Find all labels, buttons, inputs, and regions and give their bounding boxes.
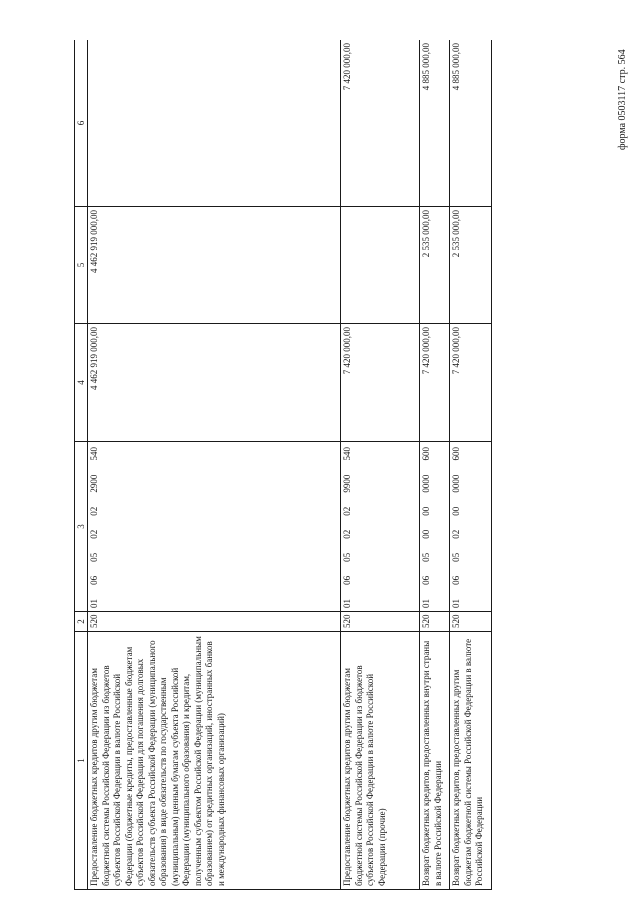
- table-row: [88, 40, 341, 890]
- code-part: 00: [421, 529, 431, 539]
- row-approved-amount: 7 420 000,00: [450, 324, 492, 442]
- row-line-code: 520: [450, 612, 492, 632]
- column-number-1: 1: [75, 632, 88, 890]
- code-part: 06: [89, 575, 99, 585]
- row-unexecuted-amount: 4 885 000,00: [450, 40, 492, 207]
- row-name: Возврат бюджетных кредитов, предоставленных внутри страны в валюте Российской Федерации: [420, 632, 450, 890]
- rotated-table-container: [74, 40, 536, 890]
- row-unexecuted-amount: 4 885 000,00: [420, 40, 450, 207]
- row-approved-amount: 4 462 919 000,00: [88, 324, 341, 442]
- code-part: 2900: [89, 474, 99, 493]
- table-row: [420, 40, 450, 890]
- code-part: 01: [451, 599, 461, 608]
- code-part: 600: [451, 447, 461, 461]
- page-content: [74, 40, 536, 890]
- row-line-code: 520: [88, 612, 341, 632]
- code-part: 02: [89, 506, 99, 516]
- row-classification-code: [420, 442, 450, 612]
- code-part: 0000: [451, 474, 461, 493]
- row-executed-amount: [341, 207, 420, 324]
- table-row: [341, 40, 420, 890]
- code-part: 0000: [421, 474, 431, 493]
- row-classification-code: [450, 442, 492, 612]
- row-approved-amount: 7 420 000,00: [420, 324, 450, 442]
- row-name: Возврат бюджетных кредитов, предоставленных другим бюджетам бюджетной системы Российской Федерации в валюте Российской Федерации: [450, 632, 492, 890]
- code-part: 00: [451, 506, 461, 516]
- code-part: 9900: [342, 474, 352, 493]
- code-part: 05: [89, 552, 99, 562]
- code-part: 540: [89, 447, 99, 461]
- code-part: 02: [342, 529, 352, 539]
- row-executed-amount: 2 535 000,00: [420, 207, 450, 324]
- report-table: [74, 40, 492, 890]
- code-part: 600: [421, 447, 431, 461]
- code-part: 02: [89, 529, 99, 539]
- code-part: 02: [451, 529, 461, 539]
- code-part: 06: [451, 575, 461, 585]
- row-executed-amount: 4 462 919 000,00: [88, 207, 341, 324]
- column-number-3: 3: [75, 442, 88, 612]
- code-part: 01: [89, 599, 99, 608]
- form-label: форма 0503117 стр. 564: [617, 49, 628, 150]
- code-part: 05: [421, 552, 431, 562]
- code-part: 02: [342, 506, 352, 516]
- row-classification-code: [341, 442, 420, 612]
- row-name: Предоставление бюджетных кредитов другим бюджетам бюджетной системы Российской Федерации из бюджетов субъектов Российской Федерации в валюте Российской Федерации (прочие): [341, 632, 420, 890]
- row-classification-code: [88, 442, 341, 612]
- column-number-4: 4: [75, 324, 88, 442]
- row-line-code: 520: [341, 612, 420, 632]
- code-part: 540: [342, 447, 352, 461]
- code-part: 05: [342, 552, 352, 562]
- code-part: 06: [342, 575, 352, 585]
- code-part: 01: [421, 599, 431, 608]
- column-number-row: [75, 40, 88, 890]
- code-part: 00: [421, 506, 431, 516]
- column-number-6: 6: [75, 40, 88, 207]
- row-line-code: 520: [420, 612, 450, 632]
- row-approved-amount: 7 420 000,00: [341, 324, 420, 442]
- row-unexecuted-amount: [88, 40, 341, 207]
- row-unexecuted-amount: 7 420 000,00: [341, 40, 420, 207]
- row-executed-amount: 2 535 000,00: [450, 207, 492, 324]
- code-part: 01: [342, 599, 352, 608]
- column-number-5: 5: [75, 207, 88, 324]
- table-row: [450, 40, 492, 890]
- row-name: Предоставление бюджетных кредитов другим бюджетам бюджетной системы Российской Федерации из бюджетов субъектов Российской Федерации в валюте Российской Федерации (бюджетные кредиты, предоставленные бюджетам субъектов Российской Федерации для погашения долговых обязательств субъекта Российской Федерации (муниципального образования) в виде обязательств по государственным (муниципальным) ценным бумагам субъекта Российской Федерации (муниципального образования) и кредитам, полученным субъектом Российской Федерации (муниципальным образованием) от кредитных организаций, иностранных банков и международных финансовых организаций): [88, 632, 341, 890]
- column-number-2: 2: [75, 612, 88, 632]
- code-part: 05: [451, 552, 461, 562]
- code-part: 06: [421, 575, 431, 585]
